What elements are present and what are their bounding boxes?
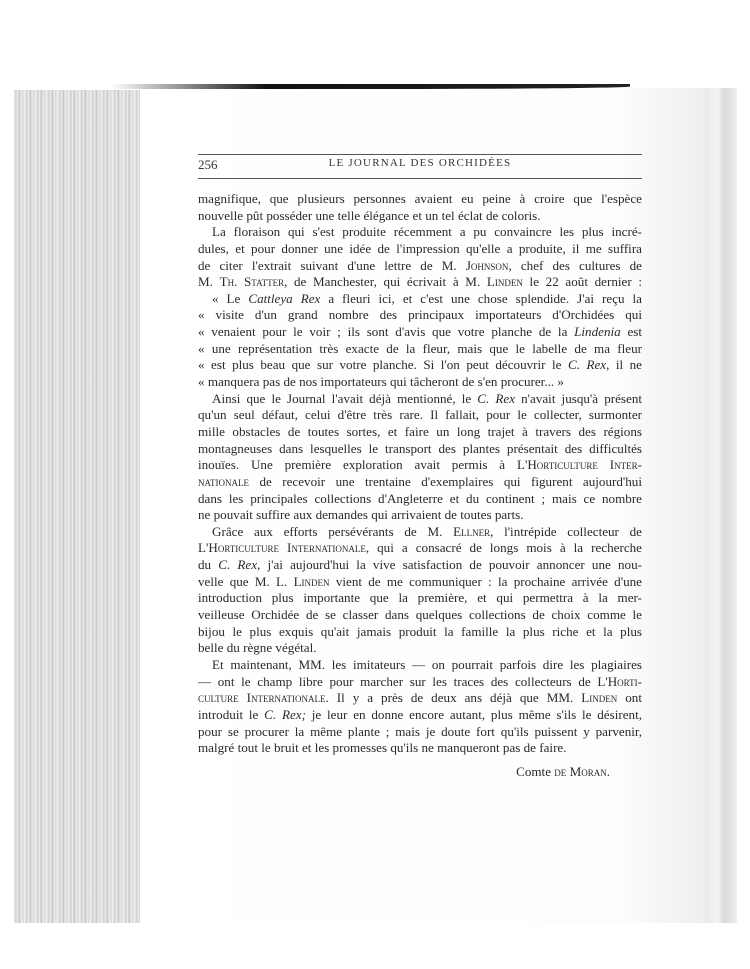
text-line <box>198 357 642 374</box>
text-run: dans les principales collections d'Angleterre et du continent ; mais ce nombre <box>198 490 642 506</box>
text-run: , chef des cultures de <box>508 257 642 273</box>
text-line <box>198 491 642 508</box>
text-run: vient de me communiquer : la prochaine arrivée d'une <box>329 573 642 589</box>
text-line <box>198 224 642 241</box>
text-run: du <box>198 557 219 573</box>
text-line <box>198 191 642 208</box>
page-edges-stack <box>14 90 140 923</box>
text-line <box>198 557 642 574</box>
text-run: le 22 août dernier : <box>522 274 642 290</box>
small-caps-text: Linden <box>486 274 523 290</box>
text-run: je leur en donne encore autant, plus même s'ils le désirent, <box>305 706 642 722</box>
text-run: qu'un seul défaut, celui d'être très rare. Il fallait, pour le collecter, surmonter <box>198 407 642 423</box>
text-line <box>198 391 642 408</box>
text-run: mille obstacles de toutes sortes, et faire un long trajet à travers des régions <box>198 423 642 439</box>
text-run: ne pouvait suffire aux demandes qui arrivaient de toutes parts. <box>198 507 524 523</box>
page-top-shadow <box>110 84 630 89</box>
text-run: pour se procurer la même plante ; mais je doute fort qu'ils puissent y parvenir, <box>198 723 642 739</box>
text-line <box>198 540 642 557</box>
text-run: « une représentation très exacte de la fleur, mais que le labelle de ma fleur <box>198 340 642 356</box>
text-run: « visite d'un grand nombre des principaux importateurs d'Orchidées qui <box>198 307 642 323</box>
text-run: de recevoir une trentaine d'exemplaires qui figurent aujourd'hui <box>249 473 642 489</box>
text-line <box>198 574 642 591</box>
header-bottom-rule <box>198 178 642 179</box>
text-line <box>198 424 642 441</box>
text-run: « est plus beau que sur votre planche. Si l'on peut découvrir le <box>198 357 568 373</box>
text-line <box>198 474 642 491</box>
text-line <box>198 374 642 391</box>
text-run: introduction plus importante que la première, et qui permettra à la mer- <box>198 590 642 606</box>
text-run: « Le <box>212 290 249 306</box>
text-run: de citer l'extrait suivant d'une lettre de M. <box>198 257 466 273</box>
text-line <box>198 640 642 657</box>
text-run: bijou le plus exquis qu'ait jamais produit la famille la plus riche et la plus <box>198 623 642 639</box>
small-caps-text: Ellner <box>453 523 491 539</box>
small-caps-text: nationale <box>198 473 249 489</box>
text-run: , qui a consacré de longs mois à la recherche <box>365 540 642 556</box>
text-run: Et maintenant, MM. les imitateurs — on pourrait parfois dire les plagiaires <box>212 656 642 672</box>
text-run: magnifique, que plusieurs personnes avaient eu peine à croire que l'espèce <box>198 191 642 206</box>
small-caps-text: Linden <box>581 690 618 706</box>
italic-text: C. Rex; <box>264 706 306 722</box>
text-run: malgré tout le bruit et les promesses qu'ils ne manqueront pas de faire. <box>198 740 567 756</box>
small-caps-text: Linden <box>293 573 330 589</box>
italic-text: C. Rex, <box>567 357 610 373</box>
text-run: introduit le <box>198 706 265 722</box>
signature-prefix: Comte <box>516 764 555 779</box>
text-line <box>198 524 642 541</box>
text-line <box>198 241 642 258</box>
italic-text: C. Rex <box>477 390 516 406</box>
text-line <box>198 690 642 707</box>
text-run: , de Manchester, qui écrivait à M. <box>284 274 487 290</box>
text-line <box>198 324 642 341</box>
text-line <box>198 724 642 741</box>
signature-particle: de <box>554 764 567 779</box>
text-line <box>198 707 642 724</box>
text-line <box>198 307 642 324</box>
signature <box>198 764 642 780</box>
text-line <box>198 208 642 225</box>
text-run: L' <box>198 540 209 556</box>
italic-text: Lindenia <box>574 324 621 340</box>
text-line <box>198 341 642 358</box>
page-number: 256 <box>198 157 218 172</box>
text-run: M. <box>198 274 220 290</box>
small-caps-text: Johnson <box>465 257 509 273</box>
text-run: La floraison qui s'est produite récemment a pu convaincre les plus incré- <box>212 224 642 240</box>
text-line <box>198 740 642 757</box>
text-run: dules, et pour donner une idée de l'impression qu'elle a produite, il me suffira <box>198 240 642 256</box>
text-run: velle que M. L. <box>198 573 294 589</box>
text-line <box>198 674 642 691</box>
text-line <box>198 274 642 291</box>
text-line <box>198 624 642 641</box>
text-run: n'avait jusqu'à présent <box>515 390 642 406</box>
text-run: Ainsi que le Journal l'avait déjà mentionné, le <box>212 390 478 406</box>
text-run: « venaient pour le voir ; ils sont d'avis que votre planche de la <box>198 324 575 340</box>
text-run: ont <box>617 690 642 706</box>
text-run: inouïes. Une première exploration avait permis à L' <box>198 457 528 473</box>
text-line <box>198 291 642 308</box>
text-run: il ne <box>609 357 642 373</box>
page-right-edge <box>705 88 737 923</box>
text-line <box>198 441 642 458</box>
small-caps-text: Th. Statter <box>219 274 285 290</box>
small-caps-text: Horticulture Internationale <box>208 540 366 556</box>
text-line <box>198 407 642 424</box>
text-run: , l'intrépide collecteur de <box>490 523 642 539</box>
text-run: Grâce aux efforts persévérants de M. <box>212 523 454 539</box>
text-run: belle du règne végétal. <box>198 640 317 656</box>
text-run: a fleuri ici, et c'est une chose splendide. J'ai reçu la <box>320 290 642 306</box>
italic-text: C. Rex, <box>218 557 261 573</box>
running-title: LE JOURNAL DES ORCHIDÉES <box>328 157 512 169</box>
text-line <box>198 657 642 674</box>
text-run: veilleuse Orchidée de se classer dans quelques collections de choix comme le <box>198 607 642 623</box>
text-line <box>198 457 642 474</box>
text-run: nouvelle pût posséder une telle élégance et un tel éclat de coloris. <box>198 207 541 223</box>
text-run: est <box>620 324 642 340</box>
text-line <box>198 507 642 524</box>
text-run: montagneuses dans lesquelles le transport des plantes présentait des difficultés <box>198 440 642 456</box>
text-line <box>198 590 642 607</box>
italic-text: Cattleya Rex <box>248 290 321 306</box>
text-run: « manquera pas de nos importateurs qui tâcheront de s'en procurer... » <box>198 374 564 390</box>
text-run: — ont le champ libre pour marcher sur les traces des collecteurs de L' <box>198 673 608 689</box>
text-run: j'ai aujourd'hui la vive satisfaction de pouvoir annoncer une nou- <box>260 557 642 573</box>
small-caps-text: Horti- <box>607 673 642 689</box>
signature-name: Moran. <box>566 764 610 779</box>
text-line <box>198 258 642 275</box>
small-caps-text: Horticulture Inter- <box>527 457 642 473</box>
text-line <box>198 607 642 624</box>
small-caps-text: culture Internationale <box>198 690 326 706</box>
text-run: . Il y a près de deux ans déjà que MM. <box>325 690 582 706</box>
body-text <box>198 191 642 757</box>
header-top-rule <box>198 154 642 155</box>
